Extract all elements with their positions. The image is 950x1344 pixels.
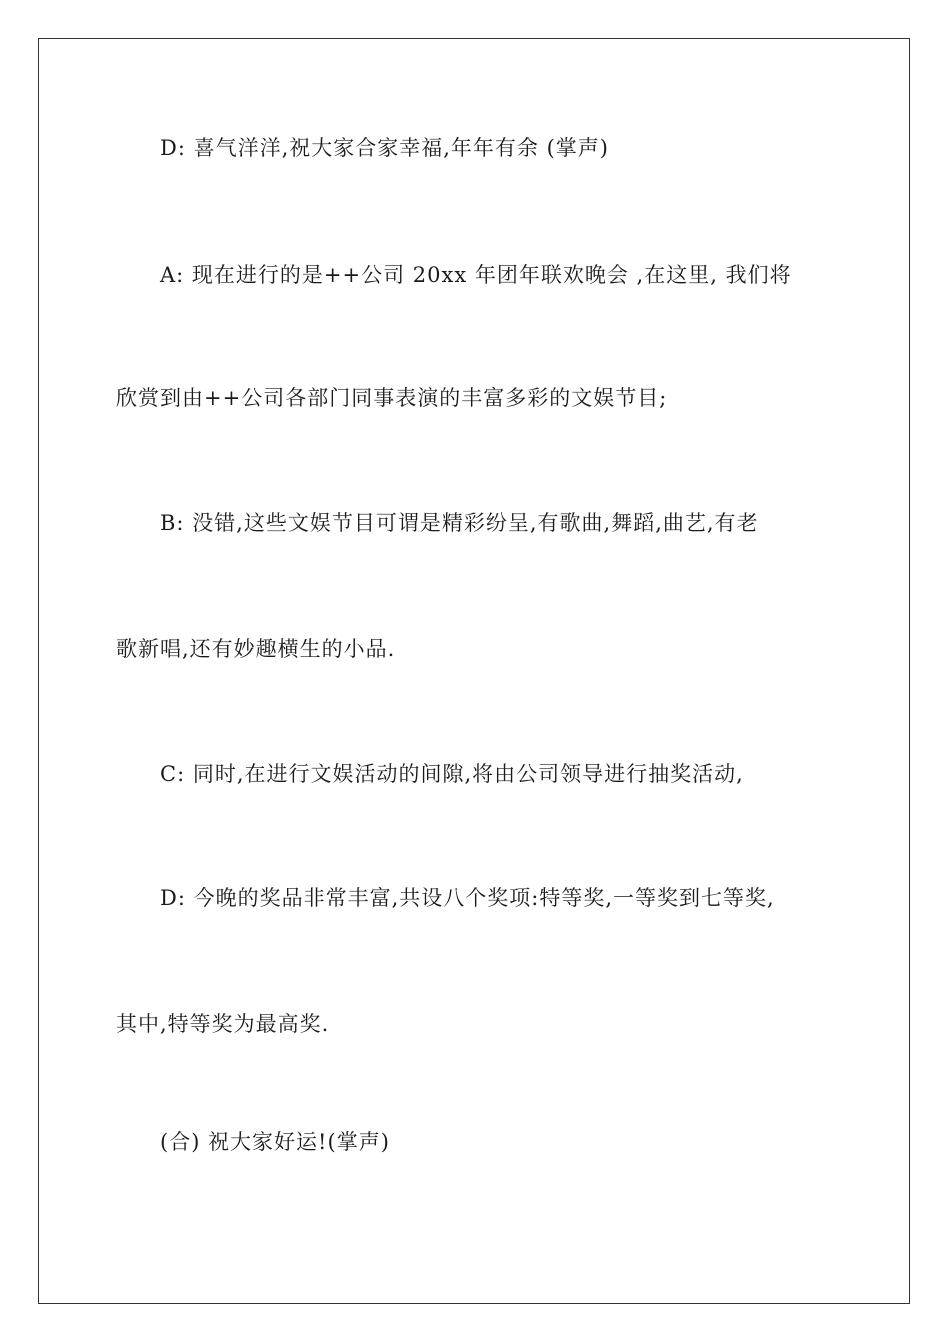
paragraph-line-d-prizes: D: 今晚的奖品非常丰富,共设八个奖项:特等奖,一等奖到七等奖,	[160, 886, 775, 910]
paragraph-line-c-lottery: C: 同时,在进行文娱活动的间隙,将由公司领导进行抽奖活动,	[160, 762, 744, 786]
paragraph-line-a-continued: 欣赏到由++公司各部门同事表演的丰富多彩的文娱节目;	[116, 386, 668, 410]
paragraph-line-b-continued: 歌新唱,还有妙趣横生的小品.	[116, 637, 396, 661]
paragraph-line-d-greeting: D: 喜气洋洋,祝大家合家幸福,年年有余 (掌声)	[160, 136, 609, 160]
paragraph-line-d-continued: 其中,特等奖为最高奖.	[116, 1012, 330, 1036]
page-border	[38, 38, 910, 1304]
paragraph-line-together: (合) 祝大家好运!(掌声)	[160, 1130, 390, 1154]
paragraph-line-a-intro: A: 现在进行的是++公司 20xx 年团年联欢晚会 ,在这里, 我们将	[160, 263, 792, 287]
paragraph-line-b-programs: B: 没错,这些文娱节目可谓是精彩纷呈,有歌曲,舞蹈,曲艺,有老	[160, 511, 759, 535]
